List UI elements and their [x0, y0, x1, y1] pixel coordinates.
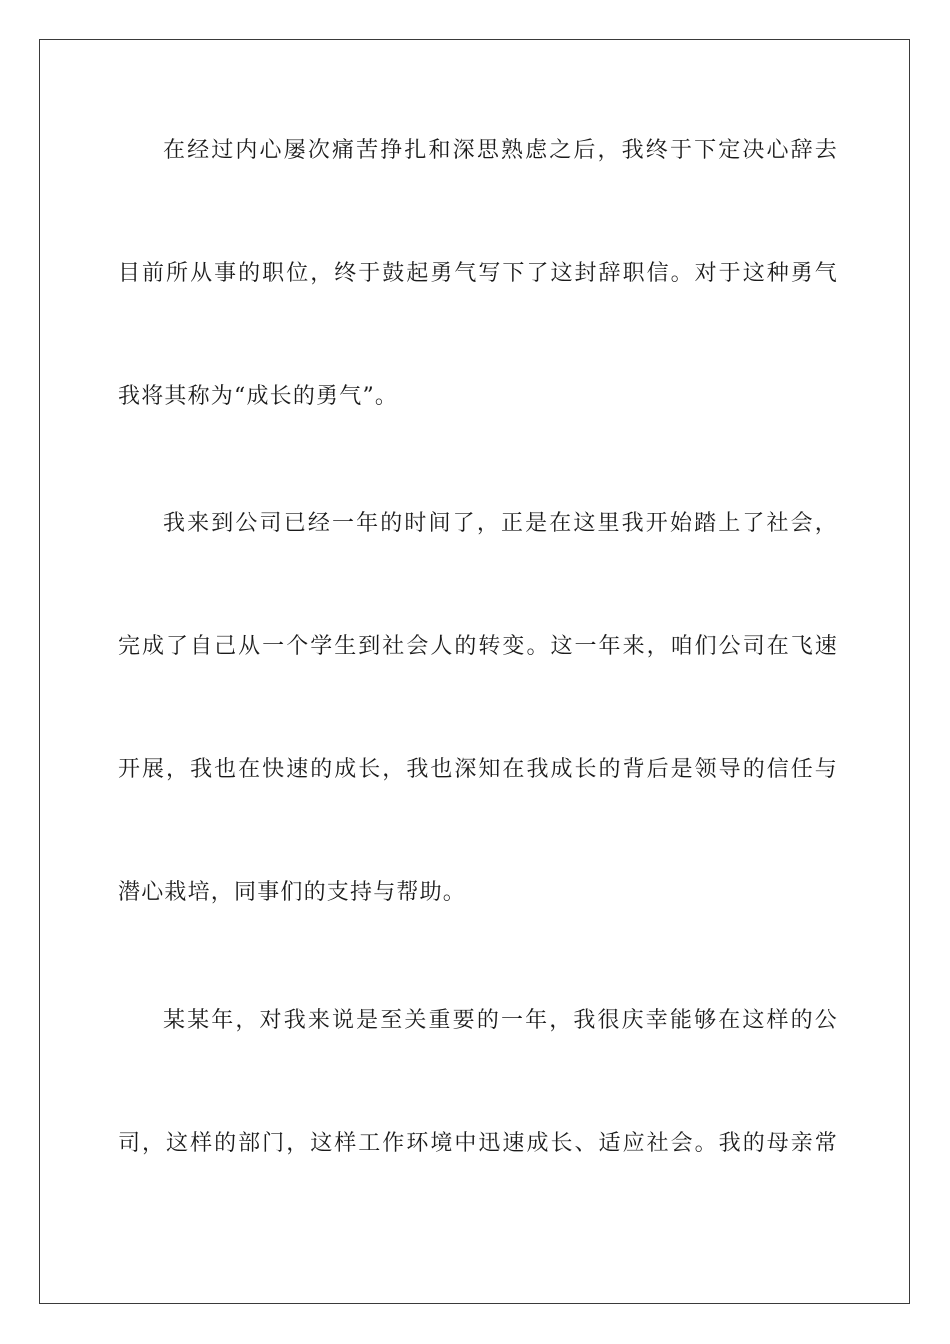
paragraph-2-line-1: 我来到公司已经一年的时间了，正是在这里我开始踏上了社会， — [163, 511, 838, 536]
paragraph-2-line-4: 潜心栽培，同事们的支持与帮助。 — [118, 880, 467, 905]
paragraph-3-line-2: 司，这样的部门，这样工作环境中迅速成长、适应社会。我的母亲常 — [118, 1131, 838, 1156]
paragraph-1-line-3: 我将其称为“成长的勇气”。 — [118, 384, 399, 409]
paragraph-1-line-2: 目前所从事的职位，终于鼓起勇气写下了这封辞职信。对于这种勇气 — [118, 261, 838, 286]
paragraph-2-line-3: 开展，我也在快速的成长，我也深知在我成长的背后是领导的信任与 — [118, 757, 838, 782]
paragraph-2-line-2: 完成了自己从一个学生到社会人的转变。这一年来，咱们公司在飞速 — [118, 634, 838, 659]
paragraph-1-line-1: 在经过内心屡次痛苦挣扎和深思熟虑之后，我终于下定决心辞去 — [163, 138, 838, 163]
paragraph-3-line-1: 某某年，对我来说是至关重要的一年，我很庆幸能够在这样的公 — [163, 1008, 838, 1033]
page-border — [39, 39, 910, 1304]
